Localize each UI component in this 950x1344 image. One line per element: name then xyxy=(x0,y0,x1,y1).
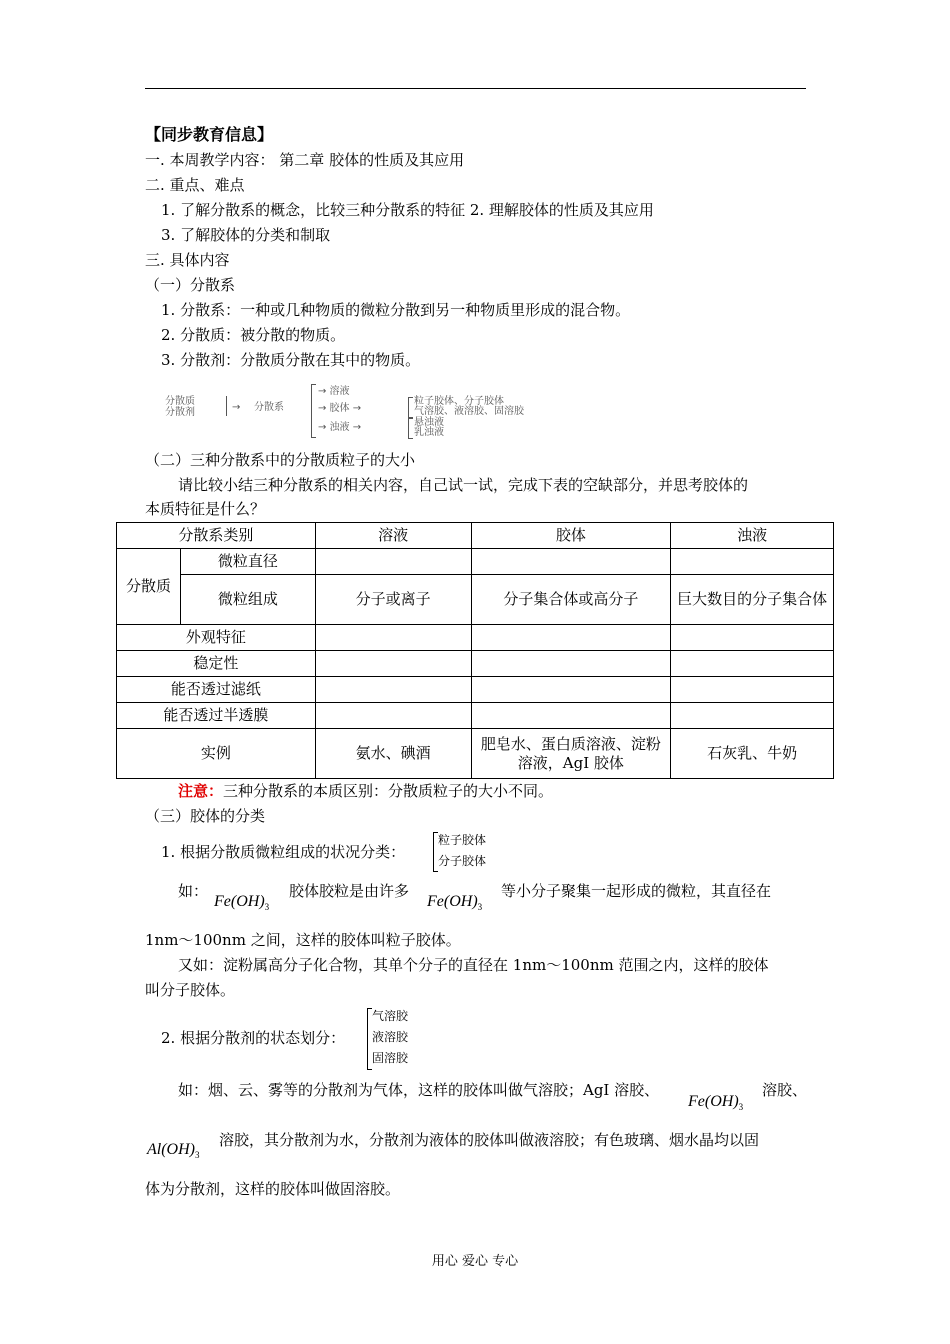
p1-line-1: 1. 分散系：一种或几种物质的微粒分散到另一种物质里形成的混合物。 xyxy=(161,301,631,319)
diagram-colloid-type-1: 粒子胶体、分子胶体 xyxy=(414,396,504,407)
cell-examples-colloid: 肥皂水、蛋白质溶液、淀粉溶液，AgI 胶体 xyxy=(471,729,671,779)
diagram-brace-1 xyxy=(311,384,316,438)
note-line xyxy=(178,781,553,801)
p3-aerosol: 气溶胶 xyxy=(372,1009,409,1023)
part-2-heading: （二）三种分散系中的分散质粒子的大小 xyxy=(145,451,416,469)
header-suspension: 浊液 xyxy=(671,523,834,549)
diagram-colloid: → 胶体 → xyxy=(318,403,362,414)
cell-empty xyxy=(471,651,671,677)
table-row xyxy=(117,625,834,651)
p1-line-2: 2. 分散质：被分散的物质。 xyxy=(161,326,346,344)
page-footer: 用心 爱心 专心 xyxy=(431,1254,519,1269)
row-group-solute: 分散质 xyxy=(117,549,181,625)
p3-liquid-sol: 液溶胶 xyxy=(372,1030,409,1044)
s2-line-1: 1. 了解分散系的概念，比较三种分散系的特征 2. 理解胶体的性质及其应用 xyxy=(161,201,654,219)
cell-composition-colloid: 分子集合体或高分子 xyxy=(471,575,671,625)
header-colloid: 胶体 xyxy=(471,523,671,549)
row-label-appearance: 外观特征 xyxy=(117,625,316,651)
cell-empty xyxy=(671,651,834,677)
cell-empty xyxy=(471,703,671,729)
formula-feoh3-2: $Fe(OH)_3$ xyxy=(427,893,483,912)
table-row xyxy=(117,729,834,779)
p2-line-2: 本质特征是什么？ xyxy=(145,500,266,518)
comparison-table xyxy=(116,522,834,779)
diagram-solution: → 溶液 xyxy=(318,386,350,397)
note-label: 注意： xyxy=(178,782,224,800)
cell-composition-suspension: 巨大数目的分子集合体 xyxy=(671,575,834,625)
diagram-suspension: → 浊液 → xyxy=(318,422,362,433)
p3-type-particle: 粒子胶体 xyxy=(438,833,487,847)
p3-line-2: 2. 根据分散剂的状态划分： xyxy=(161,1029,346,1047)
diagram-solvent: 分散剂 xyxy=(165,407,195,418)
p1-line-3: 3. 分散剂：分散质分散在其中的物质。 xyxy=(161,351,421,369)
text-t7: 溶胶，其分散剂为水，分散剂为液体的胶体叫做液溶胶；有色玻璃、烟水晶均以固 xyxy=(219,1131,760,1149)
cell-empty xyxy=(671,703,834,729)
p2-line-1: 请比较小结三种分散系的相关内容，自己试一试，完成下表的空缺部分，并思考胶体的 xyxy=(178,476,749,494)
header-rule xyxy=(145,88,806,89)
text-t3: 1nm～100nm 之间，这样的胶体叫粒子胶体。 xyxy=(145,931,461,949)
diagram-brace-3 xyxy=(408,418,413,439)
s2-line-2: 3. 了解胶体的分类和制取 xyxy=(161,226,331,244)
cell-empty xyxy=(471,625,671,651)
header-category: 分散系类别 xyxy=(117,523,316,549)
text-t1: 胶体胶粒是由许多 xyxy=(289,882,410,900)
text-t6: 如：烟、云、雾等的分散剂为气体，这样的胶体叫做气溶胶；AgI 溶胶、 xyxy=(178,1081,660,1099)
diagram-system: 分散系 xyxy=(254,402,284,413)
p3-type-molecule: 分子胶体 xyxy=(438,854,487,868)
table-row xyxy=(117,523,834,549)
cell-empty xyxy=(671,549,834,575)
part-3-heading: （三）胶体的分类 xyxy=(145,807,266,825)
section-2: 二. 重点、难点 xyxy=(145,176,245,194)
row-label-diameter: 微粒直径 xyxy=(180,549,315,575)
diagram-suspension-type-1: 悬浊液 xyxy=(414,417,444,428)
section-1: 一. 本周教学内容： 第二章 胶体的性质及其应用 xyxy=(145,151,465,169)
diagram-colloid-type-2: 气溶胶、液溶胶、固溶胶 xyxy=(414,406,524,417)
p3-line-1: 1. 根据分散质微粒组成的状况分类： xyxy=(161,843,406,861)
diagram-arrow: → xyxy=(232,402,241,413)
table-row xyxy=(117,703,834,729)
cell-examples-suspension: 石灰乳、牛奶 xyxy=(671,729,834,779)
text-t2: 等小分子聚集一起形成的微粒，其直径在 xyxy=(501,882,772,900)
cell-empty xyxy=(315,703,471,729)
ru-1: 如： xyxy=(178,882,209,900)
section-title: 【同步教育信息】 xyxy=(145,125,274,144)
header-solution: 溶液 xyxy=(315,523,471,549)
cell-empty xyxy=(671,625,834,651)
cell-empty xyxy=(671,677,834,703)
part-1-heading: （一）分散系 xyxy=(145,276,236,294)
cell-empty xyxy=(315,651,471,677)
row-label-stability: 稳定性 xyxy=(117,651,316,677)
row-label-filter-paper: 能否透过滤纸 xyxy=(117,677,316,703)
table-row xyxy=(117,549,834,575)
text-t6b: 溶胶、 xyxy=(762,1081,808,1099)
formula-aloh3: $Al(OH)_3$ xyxy=(147,1141,200,1160)
note-text: 三种分散系的本质区别：分散质粒子的大小不同。 xyxy=(223,782,554,800)
table-row xyxy=(117,575,834,625)
formula-feoh3-1: $Fe(OH)_3$ xyxy=(214,893,270,912)
cell-composition-solution: 分子或离子 xyxy=(315,575,471,625)
text-t5: 叫分子胶体。 xyxy=(145,981,236,999)
text-t4: 又如：淀粉属高分子化合物，其单个分子的直径在 1nm～100nm 范围之内，这样的胶体 xyxy=(178,956,769,974)
row-label-membrane: 能否透过半透膜 xyxy=(117,703,316,729)
diagram-solute: 分散质 xyxy=(165,396,195,407)
section-3: 三. 具体内容 xyxy=(145,251,230,269)
diagram-brace-2 xyxy=(408,397,413,418)
row-label-composition: 微粒组成 xyxy=(180,575,315,625)
formula-feoh3-3: $Fe(OH)_3$ xyxy=(688,1093,744,1112)
cell-empty xyxy=(315,677,471,703)
cell-empty xyxy=(315,625,471,651)
cell-empty xyxy=(471,549,671,575)
diagram-suspension-type-2: 乳浊液 xyxy=(414,427,444,438)
diagram-join xyxy=(224,396,227,416)
cell-examples-solution: 氨水、碘酒 xyxy=(315,729,471,779)
table-row xyxy=(117,651,834,677)
text-t8: 体为分散剂，这样的胶体叫做固溶胶。 xyxy=(145,1180,401,1198)
cell-empty xyxy=(471,677,671,703)
cell-empty xyxy=(315,549,471,575)
p3-solid-sol: 固溶胶 xyxy=(372,1051,409,1065)
table-row xyxy=(117,677,834,703)
row-label-examples: 实例 xyxy=(117,729,316,779)
